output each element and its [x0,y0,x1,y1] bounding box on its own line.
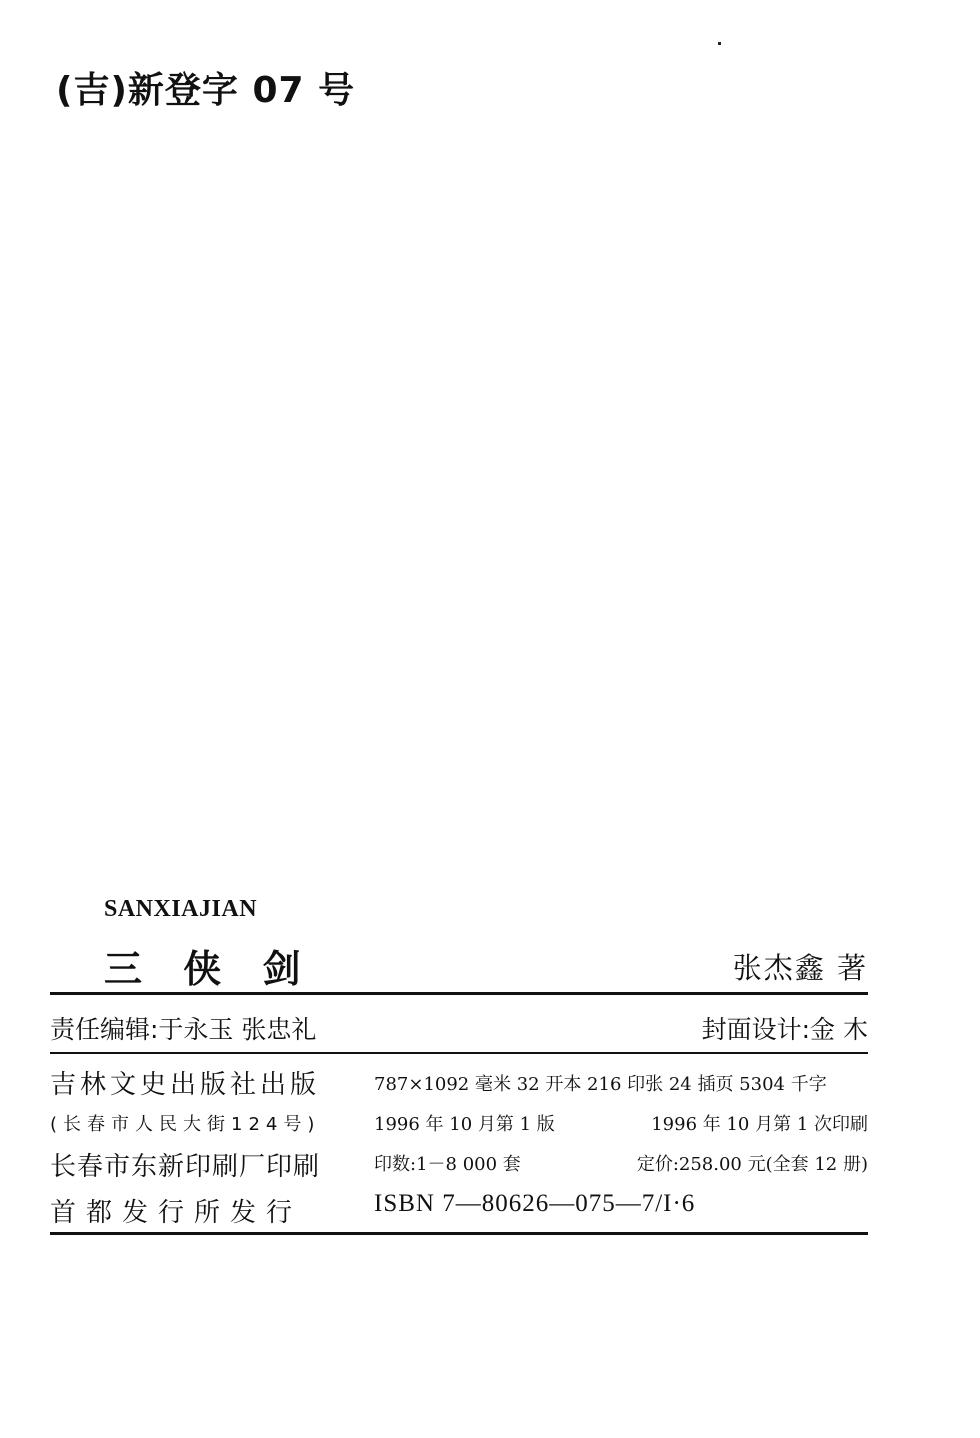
distributor: 首都发行所发行 [50,1198,303,1228]
format-spec: 787×1092 毫米 32 开本 216 印张 24 插页 5304 千字 [374,1074,827,1095]
divider-bottom [50,1232,868,1235]
book-author: 张杰鑫 著 [732,951,868,985]
divider-middle [50,1052,868,1054]
book-title-pinyin: SANXIAJIAN [104,896,258,922]
printing-date: 1996 年 10 月第 1 次印刷 [651,1114,868,1135]
price: 定价:258.00 元(全套 12 册) [636,1154,868,1175]
publisher: 吉林文史出版社出版 [50,1070,321,1100]
divider-top [50,992,868,995]
speck-mark [718,42,721,45]
edition-date: 1996 年 10 月第 1 版 [374,1114,555,1135]
cover-designer: 封面设计:金 木 [701,1015,868,1044]
registration-number: (吉)新登字 07 号 [56,70,356,111]
printer: 长春市东新印刷厂印刷 [50,1152,321,1182]
responsible-editors: 责任编辑:于永玉 张忠礼 [50,1015,317,1044]
book-title: 三 侠 剑 [104,947,315,991]
publisher-address: (长春市人民大街124号) [50,1114,321,1135]
isbn: ISBN 7—80626—075—7/I·6 [374,1190,696,1217]
print-run: 印数:1－8 000 套 [374,1154,521,1175]
